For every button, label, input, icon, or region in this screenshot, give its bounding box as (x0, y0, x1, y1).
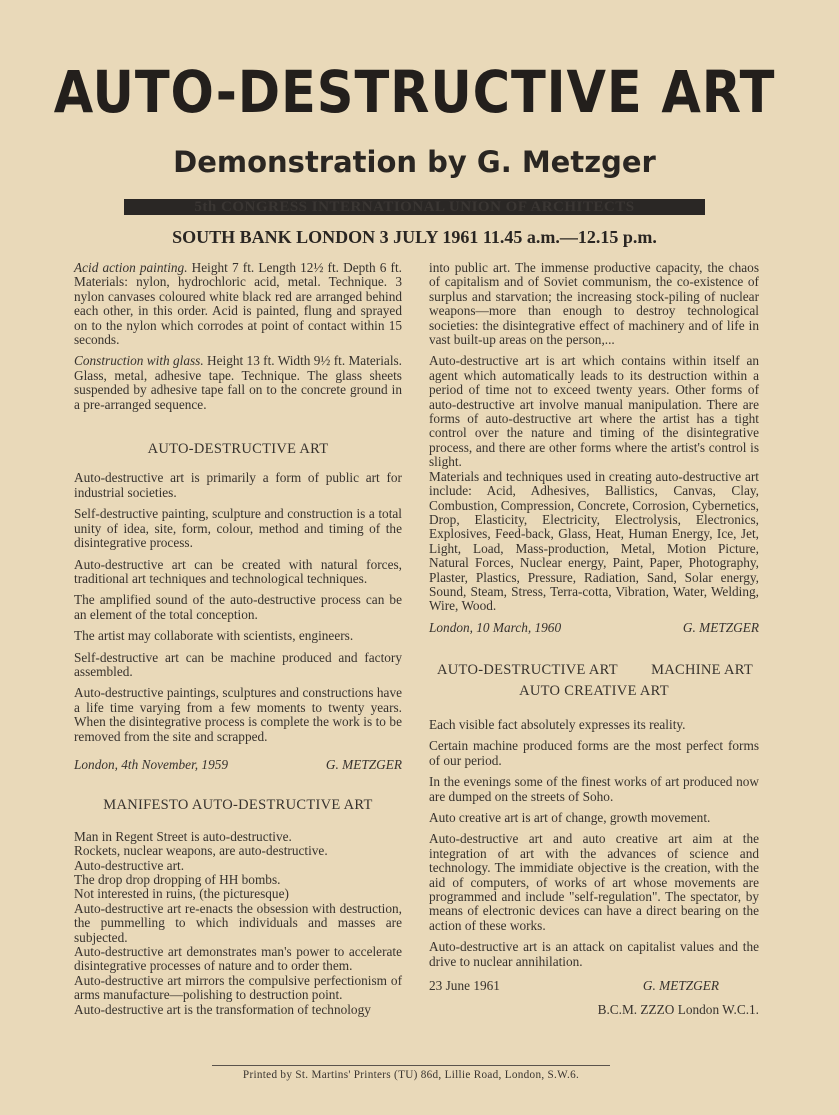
paragraph: The amplified sound of the auto-destructive process can be an element of the total conception. (74, 592, 402, 622)
paragraph: Self-destructive art can be machine produced and factory assembled. (74, 649, 402, 679)
manifesto-line: Auto-destructive art demonstrates man's power to accelerate disintegrative processes of nature and to order them. (74, 944, 402, 974)
paragraph: Auto-destructive art is primarily a form of public art for industrial societies. (74, 470, 402, 500)
left-column (74, 261, 402, 1017)
footer-rule (212, 1065, 610, 1066)
section-heading-auto-destructive: AUTO-DESTRUCTIVE ART (437, 662, 618, 679)
signature-date: 23 June 1961 (429, 978, 500, 994)
signature-place-date: London, 10 March, 1960 (429, 619, 562, 635)
section-heading-row (429, 663, 759, 677)
paragraph: Auto-destructive art and auto creative art aim at the integration of art with the advances of science and technology. The immidiate objective is the creation, with the aid of computers, of works of art whose movements are programmed and include "self-regulation". The spectator, by means of electronic devices can have a direct bearing on the action of these works. (429, 831, 759, 933)
signature-line (429, 979, 759, 993)
page-title: AUTO-DESTRUCTIVE ART (53, 58, 776, 126)
page-subtitle: Demonstration by G. Metzger (173, 145, 656, 179)
manifesto-line: Man in Regent Street is auto-destructive. (74, 828, 292, 844)
paragraph: Self-destructive painting, sculpture and construction is a total unity of idea, site, form, colour, method and timing of the disintegrative process. (74, 506, 402, 551)
date-line: SOUTH BANK LONDON 3 JULY 1961 11.45 a.m.—12.15 p.m. (172, 227, 657, 247)
acid-painting-text: Height 7 ft. Length 12½ ft. Depth 6 ft. Materials: nylon, hydrochloric acid, metal. Technique. 3 nylon canvases coloured white black red are arranged behind each other, in this order. Acid is painted, flung and sprayed on to the nylon which corrodes at point of contact within 15 seconds. (74, 260, 402, 348)
manifesto-line: Not interested in ruins, (the picturesque) (74, 886, 289, 902)
section-heading-machine-art: MACHINE ART (651, 662, 753, 679)
paragraph: Each visible fact absolutely expresses its reality. (429, 716, 686, 732)
signature-line (74, 758, 402, 772)
paragraph: The artist may collaborate with scientists, engineers. (74, 628, 354, 644)
manifesto-line: Auto-destructive art. (74, 857, 185, 873)
paragraph: Auto-destructive art is an attack on capitalist values and the drive to nuclear annihilation. (429, 939, 759, 969)
acid-painting-title: Acid action painting. (74, 260, 188, 275)
section-heading-auto-creative: AUTO CREATIVE ART (519, 682, 669, 699)
paragraph: Auto-destructive paintings, sculptures and constructions have a life time varying from a few moments to twenty years. When the disintegrative process is complete the work is to be removed from the site and scrapped. (74, 685, 402, 744)
manifesto-line: Rockets, nuclear weapons, are auto-destructive. (74, 843, 328, 859)
postal-address: B.C.M. ZZZO London W.C.1. (597, 1002, 759, 1018)
manifesto-line: The drop drop dropping of HH bombs. (74, 872, 281, 887)
paragraph: Certain machine produced forms are the most perfect forms of our period. (429, 738, 759, 768)
paragraph: Auto creative art is art of change, growth movement. (429, 810, 711, 825)
glass-construction-title: Construction with glass. (74, 353, 204, 369)
signature-line (429, 621, 759, 635)
section-heading-manifesto: MANIFESTO AUTO-DESTRUCTIVE ART (103, 797, 373, 814)
section-heading-auto-destructive: AUTO-DESTRUCTIVE ART (147, 441, 329, 458)
signature-name: G. METZGER (325, 756, 402, 772)
paragraph: Auto-destructive art is art which contains within itself an agent which automatically leads to its destruction within a period of time not to exceed twenty years. Other forms of auto-destructive art involve manual manipulation. There are forms of auto-destructive art where the artist has a tight control over the nature and timing of the disintegrative process, and there are other forms where the artist's control is slight. (429, 353, 759, 470)
manifesto-line: Auto-destructive art re-enacts the obsession with destruction, the pummelling to which individuals and masses are subjected. (74, 900, 402, 945)
signature-name: G. METZGER (682, 619, 759, 635)
paragraph: Auto-destructive art can be created with natural forces, traditional art techniques and technological techniques. (74, 556, 402, 586)
signature-name: G. METZGER (642, 978, 719, 994)
address-line (429, 1003, 759, 1017)
glass-construction-paragraph (74, 354, 402, 412)
materials-paragraph: Materials and techniques used in creating auto-destructive art include: Acid, Adhesives, Ballistics, Canvas, Clay, Combustion, Compression, Concrete, Corrosion, Cybernetics, Drop, Elasticity, Electricity, Electrolysis, Electronics, Explosives, Feed-back, Glass, Heat, Human Energy, Ice, Jet, Light, Load, Mass-production, Metal, Motion Picture, Natural Forces, Nuclear energy, Paint, Paper, Photography, Plaster, Plastics, Pressure, Radiation, Sand, Solar energy, Sound, Steam, Stress, Terra-cotta, Vibration, Water, Welding, Wire, Wood. (429, 468, 759, 614)
right-column (429, 261, 759, 1018)
manifesto-line: Auto-destructive art is the transformation of technology (74, 1001, 371, 1017)
acid-painting-paragraph (74, 261, 402, 347)
congress-banner: 5th CONGRESS INTERNATIONAL UNION OF ARCHITECTS (124, 199, 705, 215)
printer-footer: Printed by St. Martins' Printers (TU) 86d, Lillie Road, London, S.W.6. (242, 1069, 580, 1081)
signature-place-date: London, 4th November, 1959 (74, 756, 229, 772)
glass-construction-text: Height 13 ft. Width 9½ ft. Materials. Glass, metal, adhesive tape. Technique. The glass sheets suspended by adhesive tape fall on to the concrete ground in a pre-arranged sequence. (74, 353, 403, 412)
manifesto-line: Auto-destructive art mirrors the compulsive perfectionism of arms manufacture—polishing to destruction point. (74, 972, 402, 1003)
paragraph: into public art. The immense productive capacity, the chaos of capitalism and of Soviet communism, the co-existence of surplus and starvation; the increasing stock-piling of nuclear weapons—more than enough to destroy technological societies: the disintegrative effect of machinery and of life in vast built-up areas on the person,... (429, 260, 759, 348)
paragraph: In the evenings some of the finest works of art produced now are dumped on the streets of Soho. (429, 774, 759, 804)
